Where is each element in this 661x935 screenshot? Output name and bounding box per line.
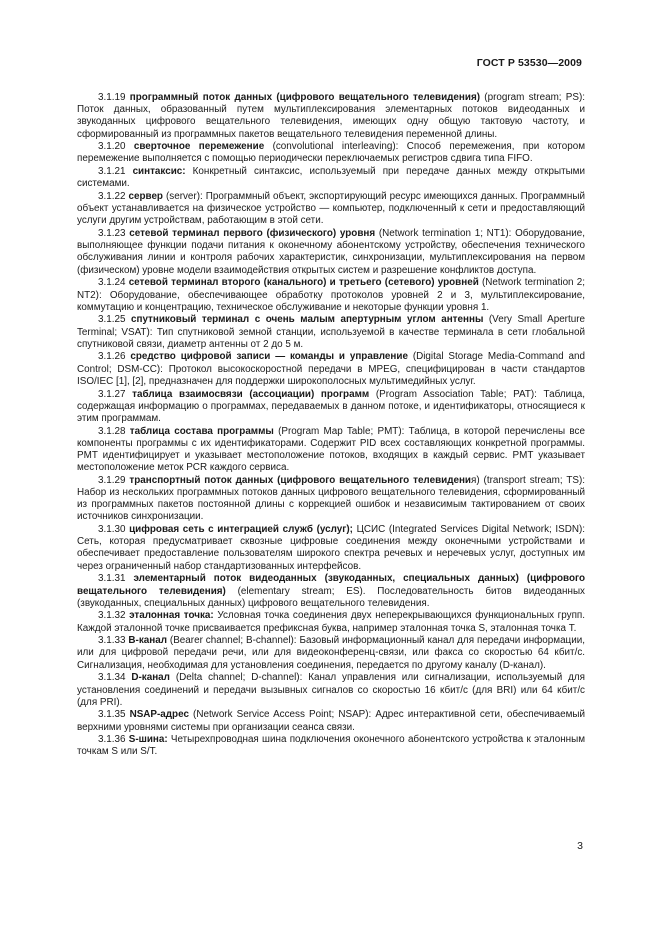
definition-entry	[77, 277, 585, 314]
entry-term: сетевой терминал первого (физического) уровня	[129, 228, 376, 240]
entry-term: D-канал	[131, 672, 170, 684]
definition-entry	[77, 672, 585, 709]
entry-number: 3.1.22	[98, 191, 126, 202]
entry-number: 3.1.19	[98, 92, 126, 103]
definitions-list	[77, 92, 585, 759]
definition-entry	[77, 166, 585, 190]
entry-term: цифровая сеть с интеграцией служб (услуг);	[129, 524, 353, 536]
entry-number: 3.1.33	[98, 635, 126, 647]
entry-text: Условная точка соединения двух неперекрывающихся функциональных групп. Каждой эталонной точке присваивается префиксная буква, например эталонная точка S, эталонная точка T.	[77, 610, 586, 634]
definition-entry	[77, 426, 585, 475]
entry-term: программный поток данных (цифрового вещательного телевидения)	[129, 92, 481, 103]
definition-entry	[77, 573, 585, 610]
entry-text: (elementary stream; ES). Последовательность битов видеоданных (звукоданных, специальных данных) цифрового вещательного телевидения.	[77, 585, 585, 609]
entry-text: (Digital Storage Media-Command and Control; DSM-CC): Протокол высокоскоростной передачи в MPEG, специфицирован в части стандартов ISO/IEC [1], [2], предназначен для поддержки широкополосных мультимедийных услуг.	[77, 351, 585, 387]
entry-number: 3.1.36	[98, 734, 126, 746]
entry-term: синтаксис:	[132, 166, 186, 178]
entry-text: (Very Small Aperture Terminal; VSAT): Тип спутниковой земной станции, используемой в качестве терминала в сети глобальной спутниковой связи, диаметр антенны от 2 до 5 м.	[77, 314, 585, 350]
entry-text: (Network Service Access Point; NSAP): Адрес интерактивной сети, обеспечиваемый верхними уровнями системы при организации сеанса связи.	[77, 709, 585, 733]
entry-term: сверточное перемежение	[133, 141, 265, 153]
entry-number: 3.1.28	[98, 425, 126, 437]
entry-term: таблица взаимосвязи (ассоциации) программ	[132, 388, 370, 400]
definition-entry	[77, 475, 585, 524]
definition-entry	[77, 635, 585, 672]
entry-number: 3.1.24	[98, 277, 126, 289]
entry-text: (Program Association Table; PAT): Таблица, содержащая информацию о программах, передаваемых в данном потоке, и идентификаторы, относящиеся к этим программам.	[77, 388, 586, 424]
entry-text: (Program Map Table; PMT): Таблица, в которой перечислены все компоненты программы с их идентификаторами. Содержит PID всех составляющих конкретной программы. PMT идентифицирует и указывает местоположение потоков, входящих в каждый сервис. PMT указывает местоположение меток PCR каждого сервиса.	[77, 425, 585, 474]
entry-text: (Bearer channel; B-channel): Базовый информационный канал для передачи информации, или для цифровой передачи речи, или для видеоконференц-связи, или факса со скоростью 64 кбит/с. Сигнализация, необходимая для установления соединения, передается по другому каналу (D-канал).	[77, 635, 585, 671]
entry-term: элементарный поток видеоданных (звукоданных, специальных данных) (цифрового вещательного телевидения)	[77, 573, 585, 597]
definition-entry	[77, 191, 585, 228]
entry-text: я) (transport stream; TS): Набор из нескольких программных потоков данных цифрового вещательного телевидения, сформированный из программных пакетов постоянной длины с коррекцией ошибок и независимым тактированием от своих источников синхронизации.	[77, 474, 585, 523]
entry-number: 3.1.20	[98, 141, 126, 153]
entry-number: 3.1.29	[98, 474, 126, 486]
entry-number: 3.1.21	[98, 166, 126, 178]
entry-number: 3.1.32	[98, 610, 126, 622]
entry-term: спутниковый терминал с очень малым апертурным углом антенны	[130, 314, 484, 326]
definition-entry	[77, 351, 585, 388]
entry-text: (server): Программный объект, экспортирующий ресурс имеющихся данных. Программный объект устанавливается на физическое устройство — компьютер, подключенный к сети и предоставляющий услуги другим устройствам, работающим в этой сети.	[77, 191, 585, 227]
entry-term: эталонная точка:	[129, 610, 214, 622]
document-id-header: ГОСТ Р 53530—2009	[476, 57, 582, 69]
entry-term: таблица состава программы	[129, 425, 274, 437]
definition-entry	[77, 141, 585, 165]
entry-number: 3.1.30	[98, 524, 126, 536]
entry-term: сетевой терминал второго (канального) и третьего (сетевого) уровней	[128, 277, 479, 289]
entry-number: 3.1.23	[98, 228, 126, 240]
definition-entry	[77, 734, 585, 758]
entry-number: 3.1.27	[98, 388, 126, 400]
definition-entry	[77, 709, 585, 733]
entry-number: 3.1.31	[98, 573, 126, 585]
entry-term: транспортный поток данных (цифрового вещательного телевидени	[129, 474, 472, 486]
definition-entry	[77, 92, 585, 141]
definition-entry	[77, 228, 585, 277]
page-number: 3	[577, 840, 583, 852]
entry-number: 3.1.34	[98, 672, 126, 684]
entry-term: сервер	[128, 191, 163, 202]
entry-text: (Network termination 1; NT1): Оборудование, выполняющее функции подачи питания к оконечному абонентскому устройству, обеспечения технического обслуживания линии и контроля рабочих характеристик, синхронизации, мультиплексирования на первом (физическом) уровне модели взаимодействия открытых систем и разрешение конфликтов доступа.	[77, 228, 586, 276]
entry-text: (Network termination 2; NT2): Оборудование, обеспечивающее обработку протоколов уровней 2 и 3, мультиплексирование, коммутацию и концентрацию, техническое обслуживание и некоторые функции уровня 1.	[77, 277, 585, 313]
entry-term: средство цифровой записи — команды и управление	[130, 351, 408, 363]
entry-text: (Delta channel; D-channel): Канал управления или сигнализации, используемый для установления соединений и передачи вызывных сигналов со скоростью 16 кбит/с (для BRI) или 64 кбит/с (для PRI).	[77, 672, 585, 708]
entry-text: (convolutional interleaving): Способ перемежения, при котором перемежение выполняется с помощью периодически переключаемых регистров сдвига типа FIFO.	[77, 141, 585, 165]
entry-text: Конкретный синтаксис, используемый при передаче данных между открытыми системами.	[77, 166, 585, 190]
entry-number: 3.1.25	[98, 314, 126, 326]
entry-term: В-канал	[128, 635, 167, 647]
entry-term: NSAP-адрес	[129, 709, 189, 721]
entry-term: S-шина:	[128, 734, 168, 746]
definition-entry	[77, 524, 585, 573]
definition-entry	[77, 610, 585, 634]
entry-text: (program stream; PS): Поток данных, образованный путем мультиплексирования элементарных потоков видеоданных и звукоданных цифрового вещательного телевидения, имеющих одну общую тактовую частоту, и сформированный из программных пакетов вещательного телевидения переменной длины.	[77, 92, 586, 140]
entry-text: ЦСИС (Integrated Services Digital Network; ISDN): Сеть, которая предусматривает сквозные цифровые соединения между оконечными устройствами и обеспечивает предоставление пользователям широкого спектра речевых и неречевых услуг, доступных им через ограниченный набор стандартизованных интерфейсов.	[77, 524, 586, 572]
entry-text: Четырехпроводная шина подключения оконечного абонентского устройства к эталонным точкам S или S/T.	[77, 734, 585, 758]
entry-number: 3.1.35	[98, 709, 126, 721]
definition-entry	[77, 389, 585, 426]
entry-number: 3.1.26	[98, 351, 126, 363]
definition-entry	[77, 314, 585, 351]
